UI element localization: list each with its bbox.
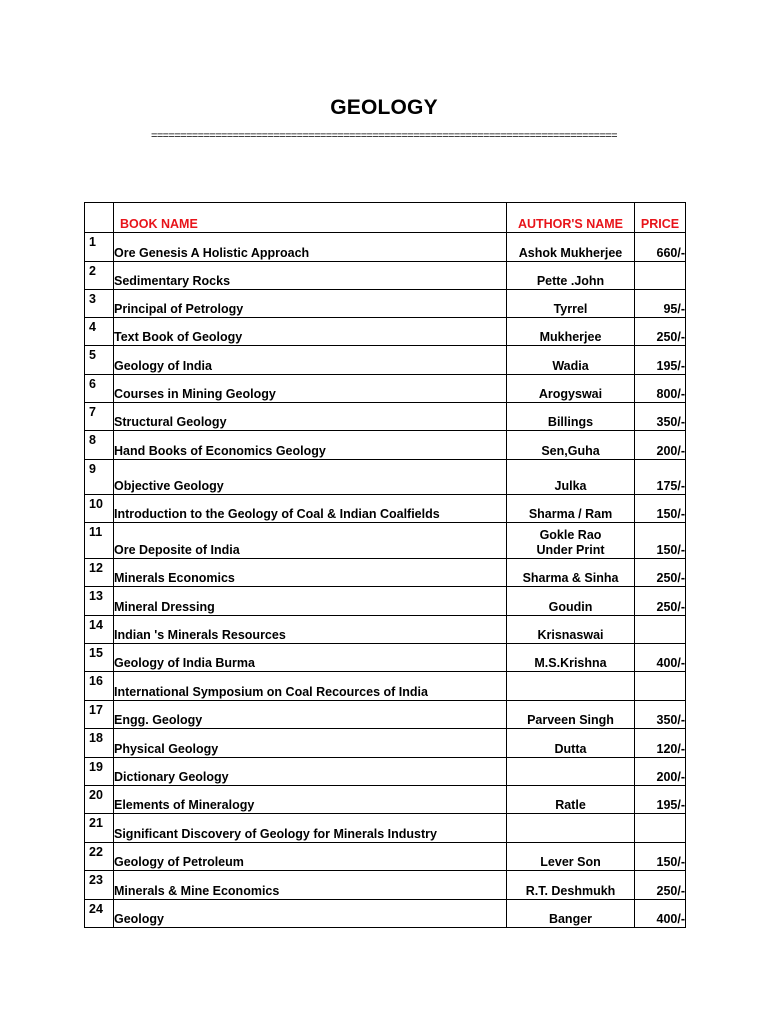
row-number: 3 (89, 292, 96, 306)
book-name-cell: Hand Books of Economics Geology (114, 431, 507, 460)
book-name-cell: Physical Geology (114, 729, 507, 758)
author-name: Banger (548, 912, 593, 926)
row-number-cell (85, 587, 114, 616)
row-number: 2 (89, 264, 96, 278)
page-title: GEOLOGY (330, 96, 438, 119)
row-number: 1 (89, 235, 96, 249)
row-number-cell (85, 871, 114, 900)
author-name: Krisnaswai (537, 628, 604, 642)
book-name-cell: Introduction to the Geology of Coal & Indian Coalfields (114, 495, 507, 523)
row-number: 22 (89, 845, 103, 859)
row-number: 21 (89, 816, 103, 830)
price-cell: 350/- (635, 701, 686, 729)
row-number-cell (85, 431, 114, 460)
book-name-cell: Significant Discovery of Geology for Minerals Industry (114, 814, 507, 843)
table-row (85, 523, 686, 559)
price-cell: 200/- (635, 758, 686, 786)
author-name: Goudin (548, 600, 593, 614)
table-header-row (85, 203, 686, 233)
author-note: Under Print (536, 543, 605, 557)
author-name: Sharma / Ram (528, 507, 613, 521)
author-name: Gokle Rao (539, 528, 602, 542)
book-name-cell: Objective Geology (114, 460, 507, 495)
row-number: 4 (89, 320, 96, 334)
author-cell (507, 729, 635, 758)
book-name-cell: International Symposium on Coal Recources of India (114, 672, 507, 701)
table-row (85, 644, 686, 672)
row-number-cell (85, 318, 114, 346)
author-name: Ashok Mukherjee (518, 246, 623, 260)
price-cell: 800/- (635, 375, 686, 403)
row-number-cell (85, 559, 114, 587)
table-row (85, 318, 686, 346)
row-number-cell (85, 262, 114, 290)
author-name: R.T. Deshmukh (525, 884, 616, 898)
book-name-cell: Ore Genesis A Holistic Approach (114, 233, 507, 262)
author-cell (507, 644, 635, 672)
author-cell (507, 431, 635, 460)
header-book-name: BOOK NAME (114, 203, 507, 233)
author-cell (507, 616, 635, 644)
book-name-cell: Minerals Economics (114, 559, 507, 587)
row-number-cell (85, 701, 114, 729)
row-number-cell (85, 290, 114, 318)
price-cell: 195/- (635, 346, 686, 375)
price-cell (635, 814, 686, 843)
row-number-cell (85, 786, 114, 814)
row-number: 9 (89, 462, 96, 476)
author-name: Sharma & Sinha (522, 571, 619, 585)
price-cell (635, 672, 686, 701)
row-number: 20 (89, 788, 103, 802)
price-cell: 95/- (635, 290, 686, 318)
price-cell: 350/- (635, 403, 686, 431)
price-cell: 120/- (635, 729, 686, 758)
price-cell: 175/- (635, 460, 686, 495)
row-number-cell (85, 346, 114, 375)
book-name-cell: Sedimentary Rocks (114, 262, 507, 290)
book-name-cell: Elements of Mineralogy (114, 786, 507, 814)
price-cell: 250/- (635, 318, 686, 346)
row-number-cell (85, 523, 114, 559)
header-number-cell (85, 203, 114, 233)
author-cell (507, 346, 635, 375)
row-number: 7 (89, 405, 96, 419)
author-name: Mukherjee (539, 330, 602, 344)
price-cell: 150/- (635, 523, 686, 559)
book-name-cell: Principal of Petrology (114, 290, 507, 318)
table-row (85, 460, 686, 495)
table-row (85, 431, 686, 460)
header-price: PRICE (635, 203, 686, 233)
row-number-cell (85, 758, 114, 786)
row-number: 11 (89, 525, 103, 539)
book-name-cell: Geology of Petroleum (114, 843, 507, 871)
book-name-cell: Text Book of Geology (114, 318, 507, 346)
author-name: Ratle (555, 798, 586, 812)
row-number: 13 (89, 589, 103, 603)
table-row (85, 616, 686, 644)
row-number-cell (85, 644, 114, 672)
author-name: Lever Son (540, 855, 601, 869)
table-row (85, 403, 686, 431)
book-name-cell: Structural Geology (114, 403, 507, 431)
row-number-cell (85, 495, 114, 523)
author-name: Billings (547, 415, 594, 429)
row-number: 14 (89, 618, 103, 632)
author-cell (507, 758, 635, 786)
author-cell (507, 318, 635, 346)
table-row (85, 729, 686, 758)
author-name: Dutta (554, 742, 587, 756)
row-number-cell (85, 729, 114, 758)
table-row (85, 559, 686, 587)
row-number-cell (85, 843, 114, 871)
row-number: 16 (89, 674, 103, 688)
row-number: 15 (89, 646, 103, 660)
price-cell: 150/- (635, 843, 686, 871)
row-number: 10 (89, 497, 103, 511)
author-cell (507, 871, 635, 900)
author-name: Arogyswai (538, 387, 603, 401)
row-number: 24 (89, 902, 103, 916)
author-cell (507, 814, 635, 843)
price-cell: 400/- (635, 900, 686, 928)
author-cell (507, 375, 635, 403)
book-name-cell: Geology (114, 900, 507, 928)
author-cell (507, 233, 635, 262)
price-cell: 250/- (635, 587, 686, 616)
book-name-cell: Mineral Dressing (114, 587, 507, 616)
author-name: Sen,Guha (541, 444, 600, 458)
author-name: M.S.Krishna (534, 656, 607, 670)
table-row (85, 843, 686, 871)
table-row (85, 262, 686, 290)
table-row (85, 871, 686, 900)
author-name: Parveen Singh (527, 713, 614, 727)
book-name-cell: Engg. Geology (114, 701, 507, 729)
author-name: Wadia (552, 359, 589, 373)
row-number: 17 (89, 703, 103, 717)
author-name: Pette .John (536, 274, 605, 288)
row-number: 5 (89, 348, 96, 362)
book-name-cell: Dictionary Geology (114, 758, 507, 786)
price-cell (635, 262, 686, 290)
book-name-cell: Geology of India Burma (114, 644, 507, 672)
row-number: 18 (89, 731, 103, 745)
table-row (85, 786, 686, 814)
price-cell: 660/- (635, 233, 686, 262)
price-cell (635, 616, 686, 644)
row-number: 8 (89, 433, 96, 447)
book-name-cell: Geology of India (114, 346, 507, 375)
author-cell (507, 701, 635, 729)
row-number: 12 (89, 561, 103, 575)
row-number-cell (85, 375, 114, 403)
price-cell: 250/- (635, 559, 686, 587)
row-number-cell (85, 672, 114, 701)
table-row (85, 758, 686, 786)
row-number-cell (85, 403, 114, 431)
table-row (85, 346, 686, 375)
author-cell (507, 900, 635, 928)
table-row (85, 375, 686, 403)
table-row (85, 814, 686, 843)
separator-line: ================================================================================ (151, 130, 617, 142)
author-cell (507, 290, 635, 318)
author-cell (507, 672, 635, 701)
author-name: Tyrrel (553, 302, 588, 316)
author-name: Julka (554, 479, 587, 493)
book-name-cell: Indian 's Minerals Resources (114, 616, 507, 644)
author-cell (507, 523, 635, 559)
price-cell: 400/- (635, 644, 686, 672)
price-cell: 195/- (635, 786, 686, 814)
price-cell: 150/- (635, 495, 686, 523)
row-number: 6 (89, 377, 96, 391)
price-cell: 250/- (635, 871, 686, 900)
book-name-cell: Minerals & Mine Economics (114, 871, 507, 900)
row-number-cell (85, 814, 114, 843)
row-number: 19 (89, 760, 103, 774)
row-number: 23 (89, 873, 103, 887)
table-row (85, 672, 686, 701)
row-number-cell (85, 233, 114, 262)
author-cell (507, 495, 635, 523)
author-cell (507, 460, 635, 495)
author-cell (507, 262, 635, 290)
row-number-cell (85, 900, 114, 928)
author-cell (507, 786, 635, 814)
table-row (85, 900, 686, 928)
book-name-cell: Ore Deposite of India (114, 523, 507, 559)
table-row (85, 290, 686, 318)
author-cell (507, 843, 635, 871)
row-number-cell (85, 460, 114, 495)
table-row (85, 587, 686, 616)
author-cell (507, 587, 635, 616)
table-row (85, 495, 686, 523)
table-row (85, 233, 686, 262)
author-cell (507, 559, 635, 587)
price-cell: 200/- (635, 431, 686, 460)
book-name-cell: Courses in Mining Geology (114, 375, 507, 403)
books-table (84, 202, 686, 928)
author-cell (507, 403, 635, 431)
row-number-cell (85, 616, 114, 644)
table-row (85, 701, 686, 729)
header-author-name: AUTHOR'S NAME (507, 203, 635, 233)
